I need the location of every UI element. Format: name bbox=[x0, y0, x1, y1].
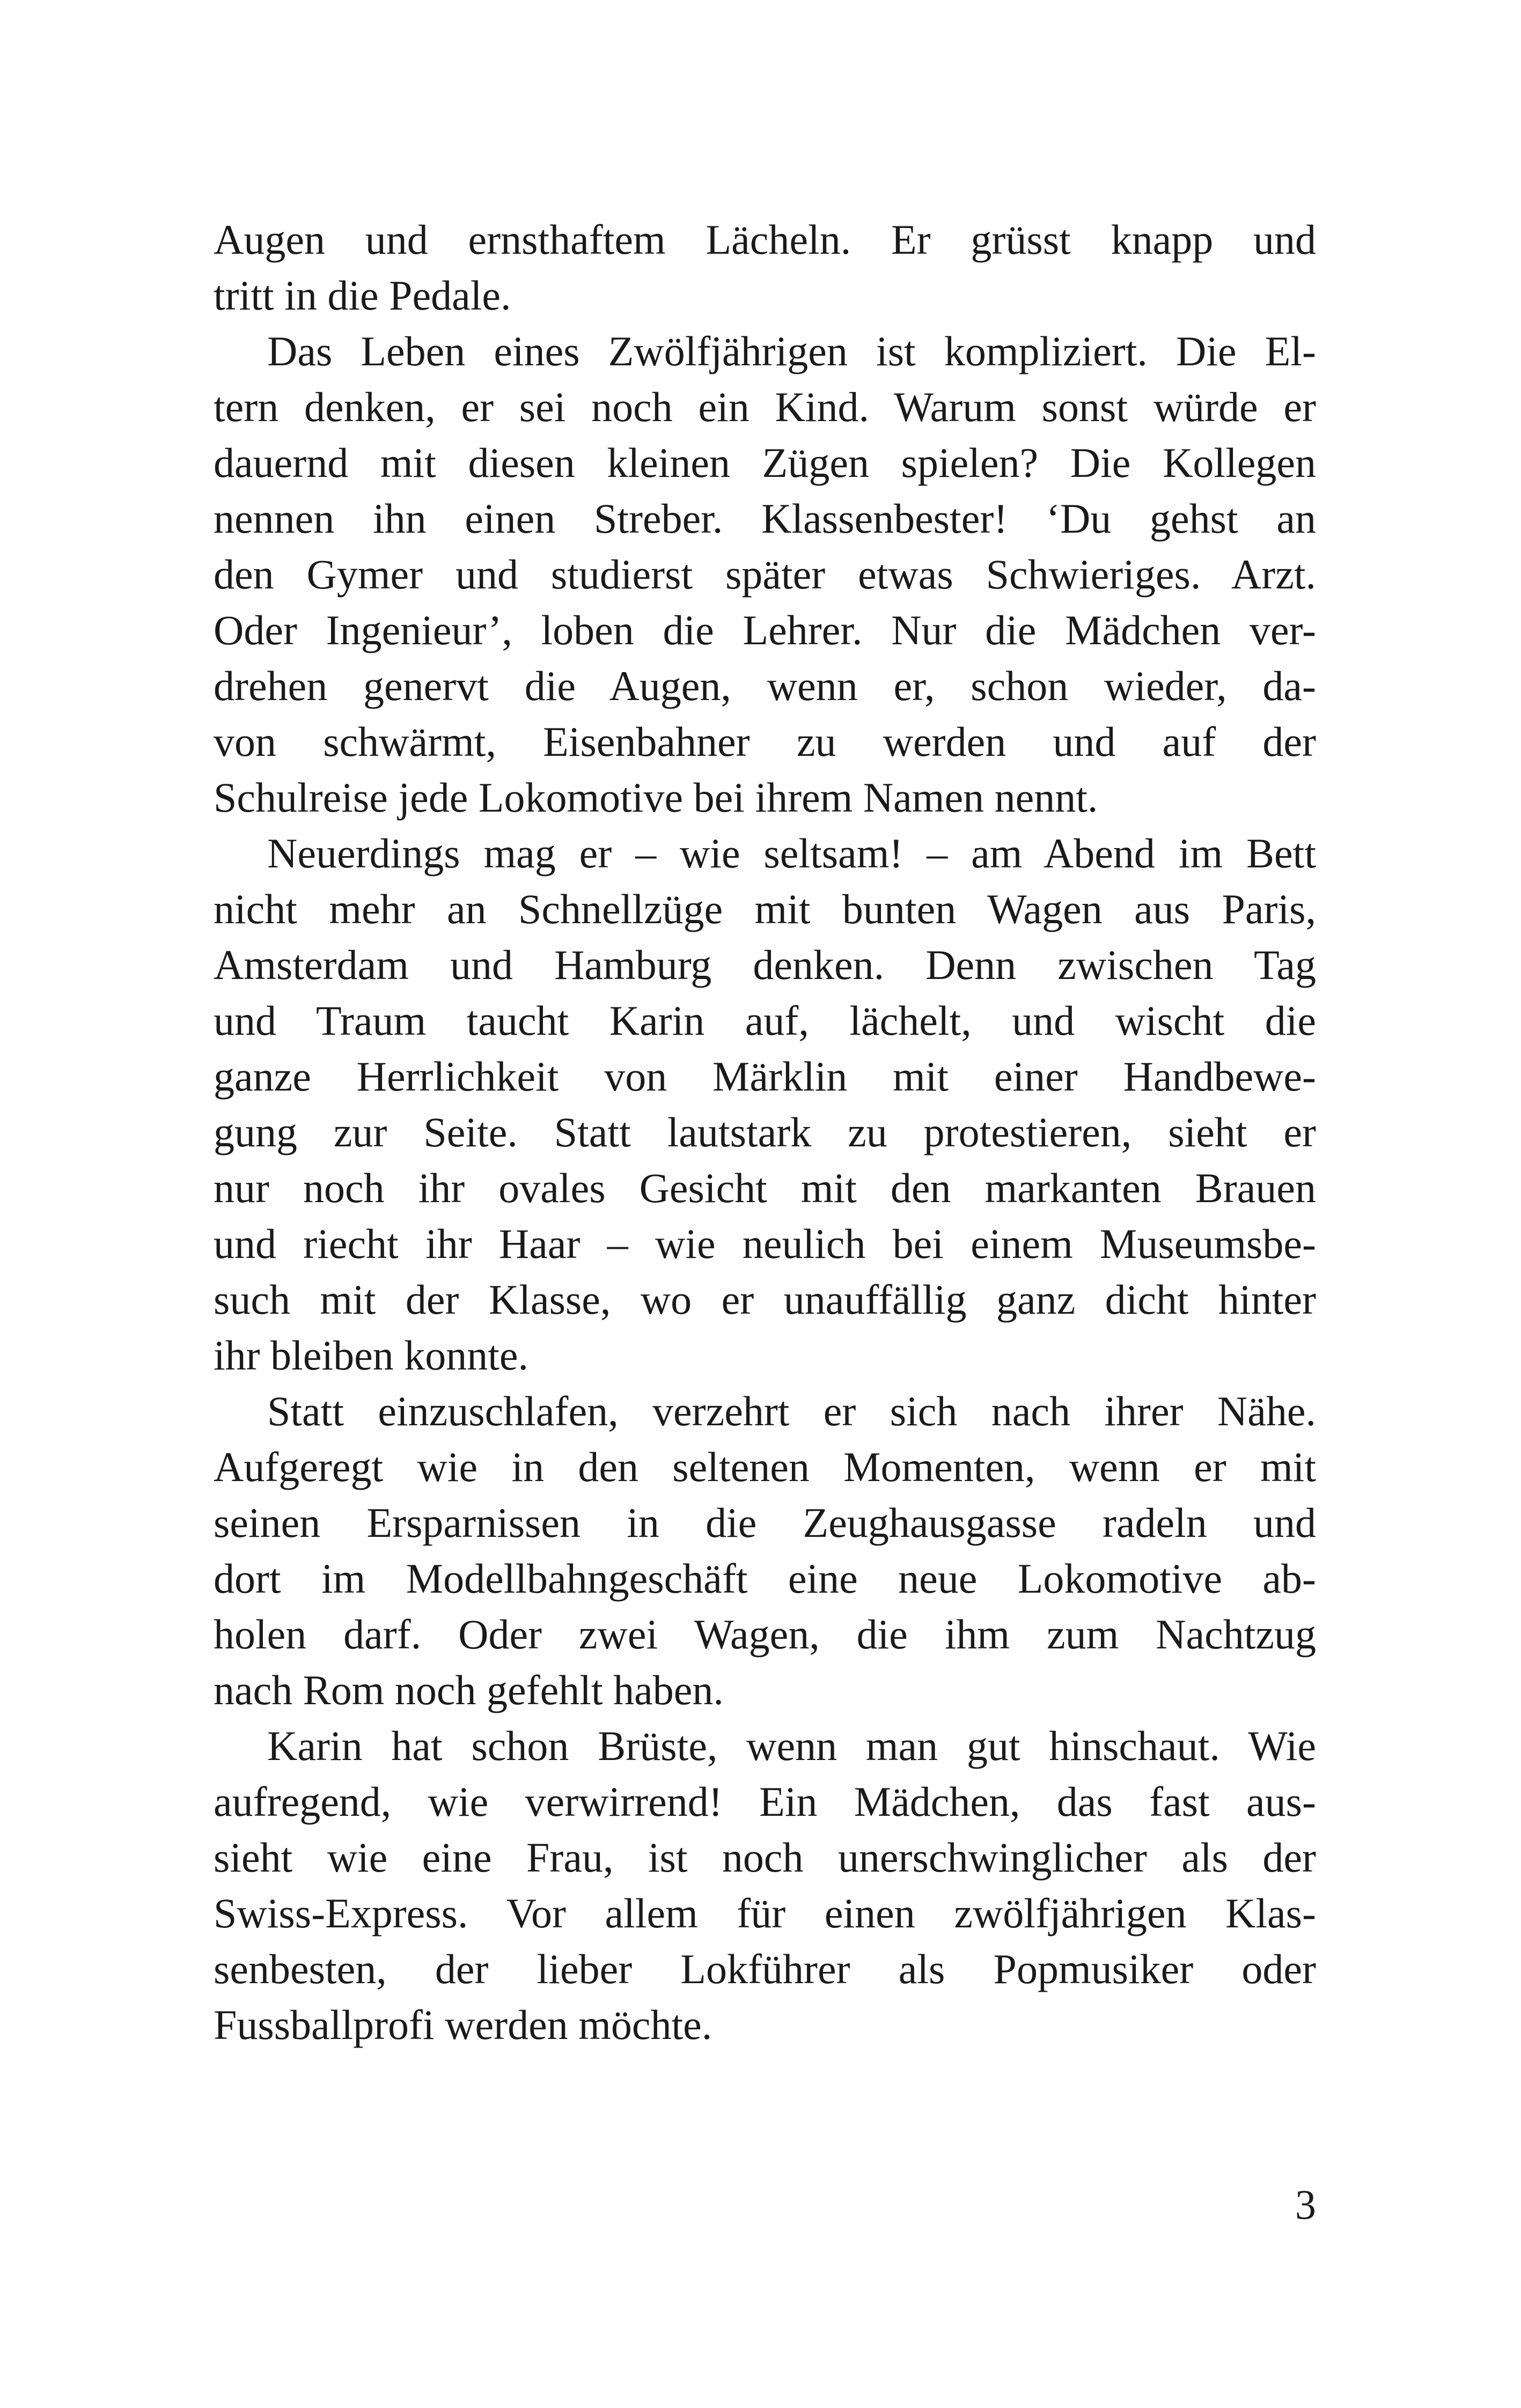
text-line: Statt einzuschlafen, verzehrt er sich nach ihrer Nähe. bbox=[267, 1388, 1316, 1434]
text-line: Schulreise jede Lokomotive bei ihrem Namen nennt. bbox=[214, 774, 1098, 821]
text-line: nennen ihn einen Streber. Klassenbester! ‘Du gehst an bbox=[214, 495, 1316, 542]
text-line: Oder Ingenieur’, loben die Lehrer. Nur die Mädchen ver- bbox=[214, 607, 1316, 653]
text-line: Neuerdings mag er – wie seltsam! – am Abend im Bett bbox=[267, 830, 1316, 877]
text-line: nicht mehr an Schnellzüge mit bunten Wagen aus Paris, bbox=[214, 886, 1316, 932]
text-line: Augen und ernsthaftem Lächeln. Er grüsst knapp und bbox=[214, 216, 1316, 263]
text-line: von schwärmt, Eisenbahner zu werden und auf der bbox=[214, 718, 1316, 765]
text-line: Amsterdam und Hamburg denken. Denn zwischen Tag bbox=[214, 941, 1316, 988]
text-line: und riecht ihr Haar – wie neulich bei einem Museumsbe- bbox=[214, 1220, 1316, 1267]
text-line: Aufgeregt wie in den seltenen Momenten, wenn er mit bbox=[214, 1444, 1316, 1490]
page-number: 3 bbox=[1295, 2181, 1316, 2228]
text-line: tern denken, er sei noch ein Kind. Warum sonst würde er bbox=[214, 384, 1316, 430]
text-line: nach Rom noch gefehlt haben. bbox=[214, 1667, 724, 1713]
text-line: aufregend, wie verwirrend! Ein Mädchen, das fast aus- bbox=[214, 1778, 1316, 1825]
text-line: nur noch ihr ovales Gesicht mit den markanten Brauen bbox=[214, 1165, 1316, 1211]
text-line: holen darf. Oder zwei Wagen, die ihm zum Nachtzug bbox=[214, 1611, 1316, 1658]
body-text bbox=[214, 212, 1316, 2053]
text-line: ihr bleiben konnte. bbox=[214, 1332, 529, 1379]
text-line: Karin hat schon Brüste, wenn man gut hinschaut. Wie bbox=[267, 1722, 1316, 1769]
text-line: dort im Modellbahngeschäft eine neue Lokomotive ab- bbox=[214, 1555, 1316, 1602]
text-line: Swiss-Express. Vor allem für einen zwölfjährigen Klas- bbox=[214, 1890, 1316, 1936]
text-line: und Traum taucht Karin auf, lächelt, und wischt die bbox=[214, 997, 1316, 1044]
text-line: drehen genervt die Augen, wenn er, schon wieder, da- bbox=[214, 662, 1316, 709]
text-line: Das Leben eines Zwölfjährigen ist kompliziert. Die El- bbox=[267, 328, 1316, 374]
text-line: Fussballprofi werden möchte. bbox=[214, 2001, 712, 2048]
text-line: such mit der Klasse, wo er unauffällig ganz dicht hinter bbox=[214, 1276, 1316, 1323]
text-line: senbesten, der lieber Lokführer als Popmusiker oder bbox=[214, 1946, 1316, 1992]
text-line: ganze Herrlichkeit von Märklin mit einer Handbewe- bbox=[214, 1053, 1316, 1100]
text-line: den Gymer und studierst später etwas Schwieriges. Arzt. bbox=[214, 551, 1316, 598]
text-line: tritt in die Pedale. bbox=[214, 272, 511, 319]
text-line: seinen Ersparnissen in die Zeughausgasse radeln und bbox=[214, 1499, 1316, 1546]
text-line: gung zur Seite. Statt lautstark zu protestieren, sieht er bbox=[214, 1109, 1316, 1155]
text-line: sieht wie eine Frau, ist noch unerschwinglicher als der bbox=[214, 1834, 1316, 1881]
text-line: dauernd mit diesen kleinen Zügen spielen? Die Kollegen bbox=[214, 439, 1316, 486]
